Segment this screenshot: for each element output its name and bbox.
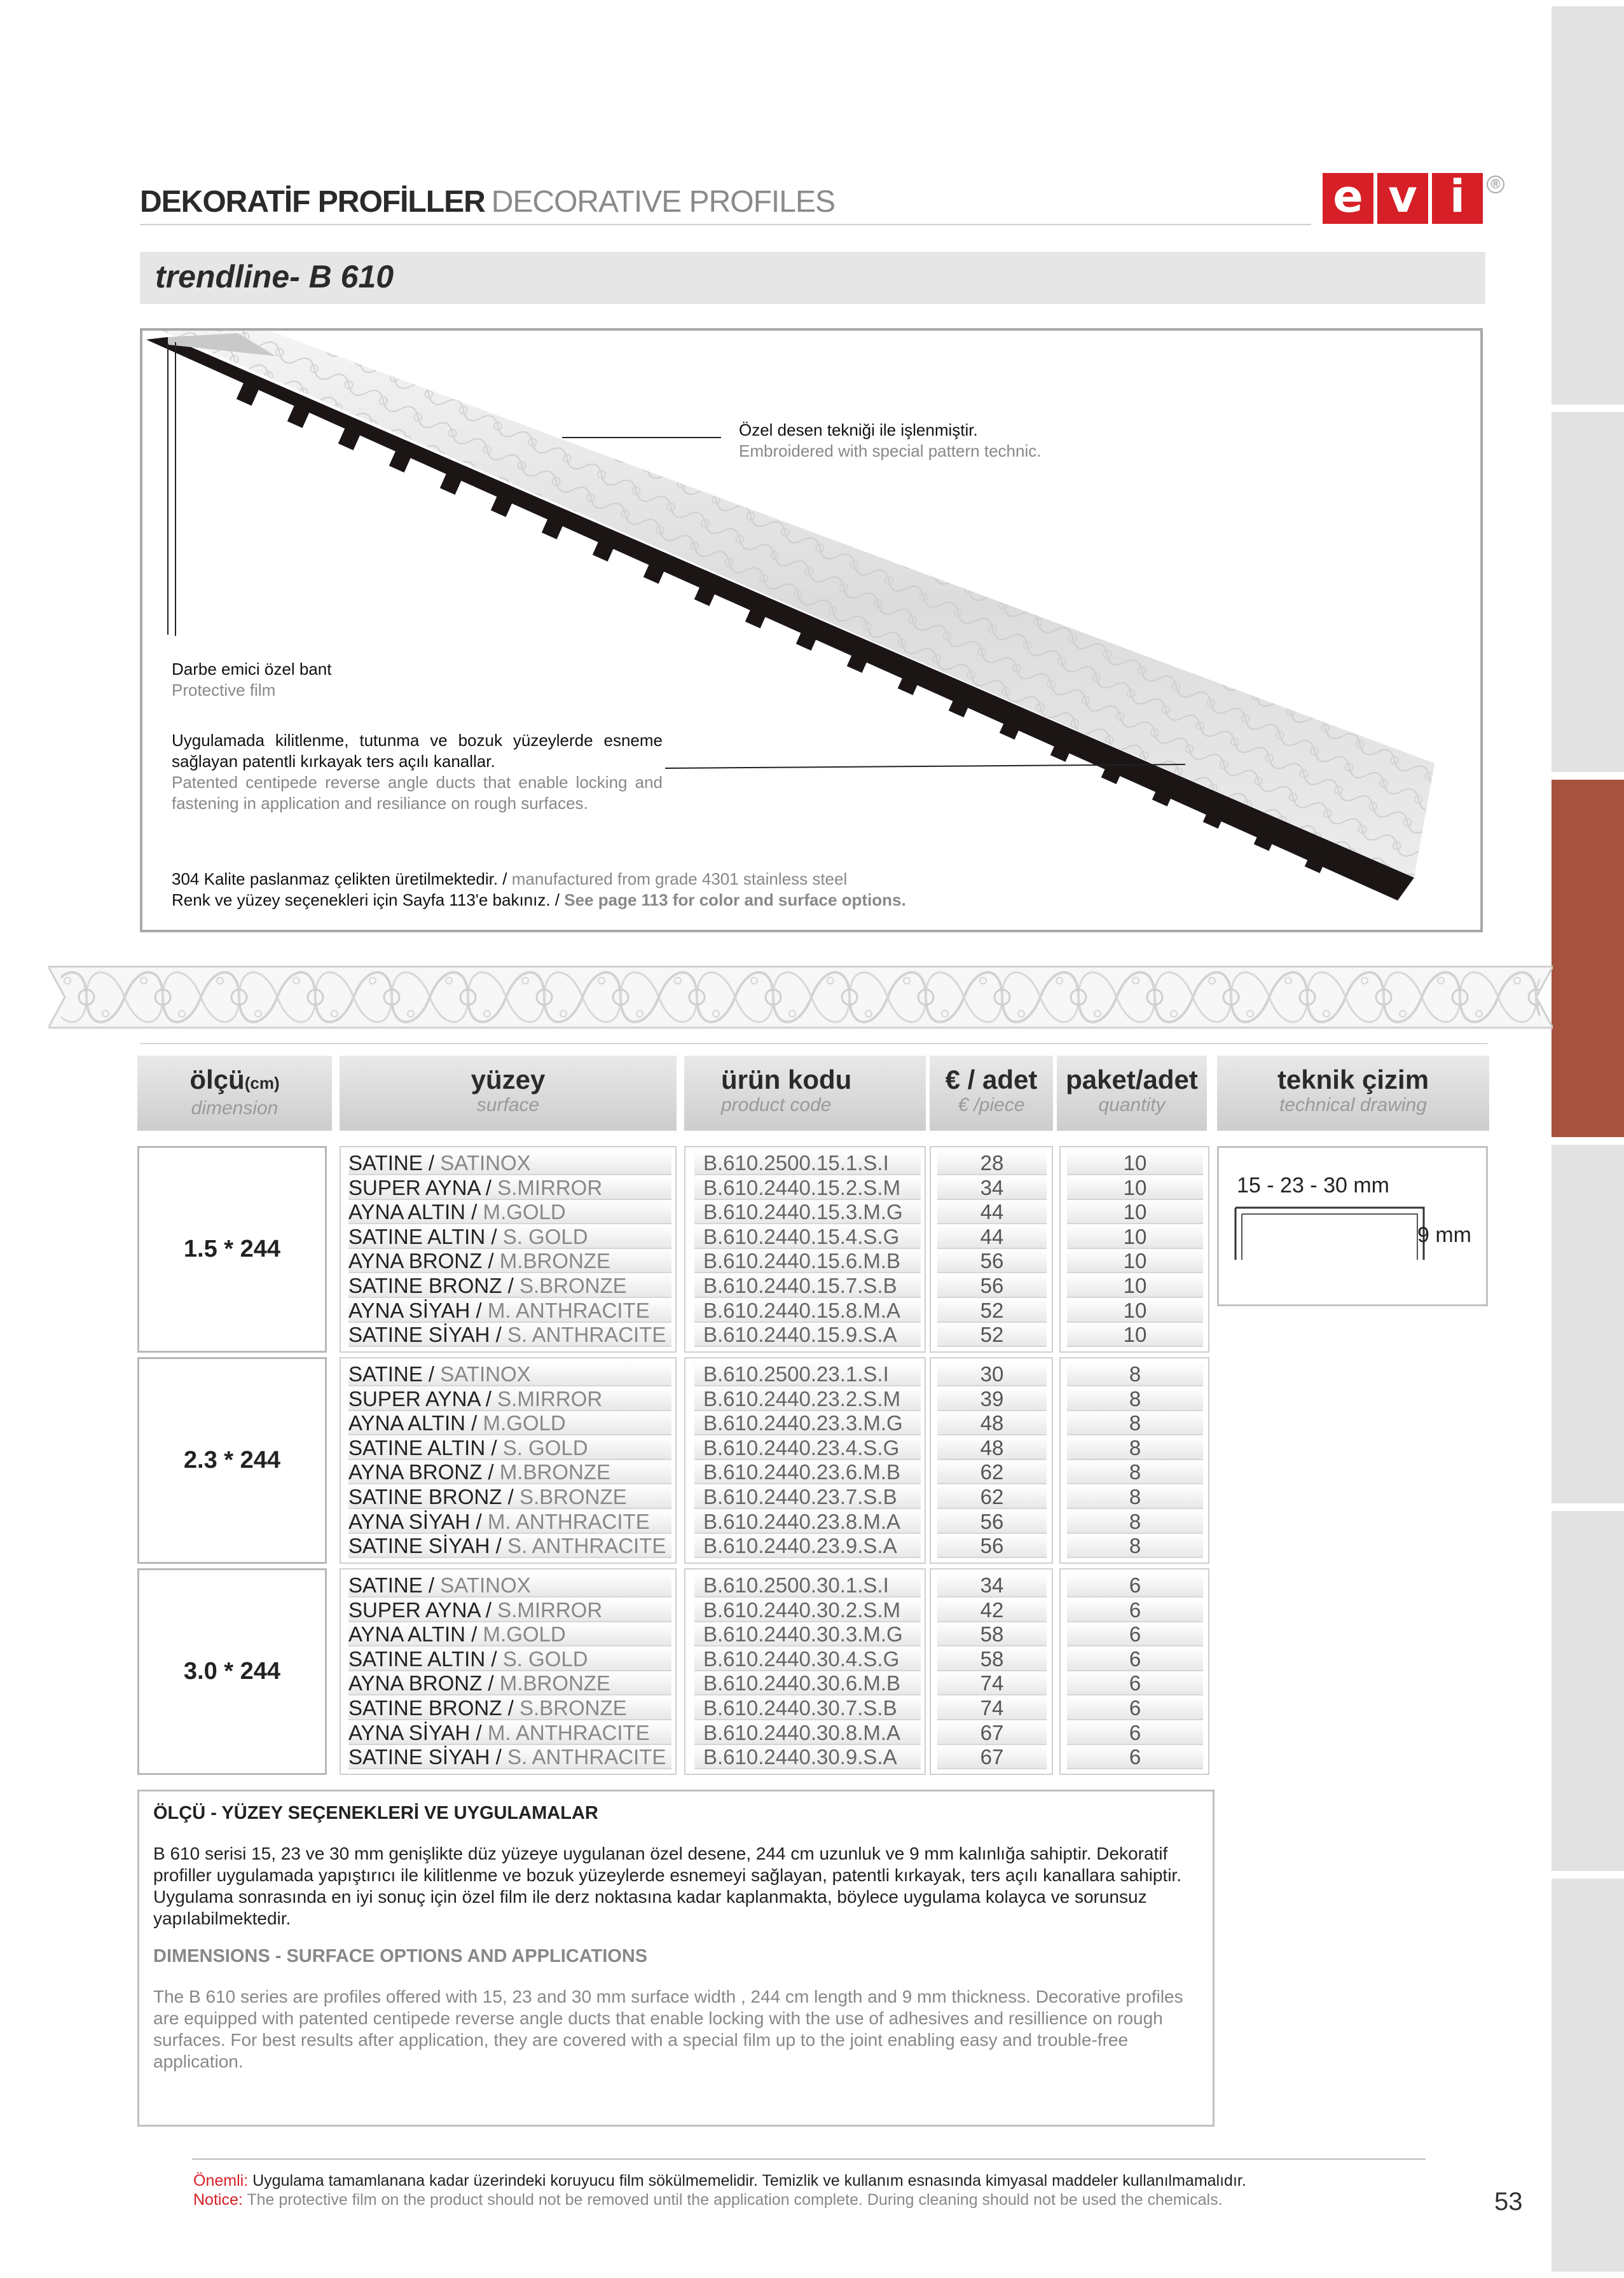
logo-letter-i: i: [1432, 173, 1483, 224]
code-cell: B.610.2440.23.4.S.G: [694, 1436, 921, 1460]
surface-cell: AYNA SİYAH / M. ANTHRACITE: [348, 1510, 671, 1534]
code-cell: B.610.2440.23.6.M.B: [694, 1460, 921, 1484]
code-cell: B.610.2440.30.6.M.B: [694, 1671, 921, 1695]
pack-cell: 10: [1067, 1225, 1203, 1249]
code-cell: B.610.2440.15.3.M.G: [694, 1200, 921, 1224]
surface-cell: AYNA ALTIN / M.GOLD: [348, 1622, 671, 1646]
surface-cell: SATINE BRONZ / S.BRONZE: [348, 1485, 671, 1509]
pack-cell: 8: [1067, 1387, 1203, 1411]
size-cell: 1.5 * 244: [137, 1146, 327, 1353]
surface-en: S.BRONZE: [519, 1274, 627, 1297]
pack-cell: 6: [1067, 1622, 1203, 1646]
surface-tr: SATINE: [348, 1151, 423, 1175]
page-number: 53: [1494, 2188, 1523, 2216]
surface-en: M.BRONZE: [499, 1460, 610, 1484]
price-cell: 52: [937, 1323, 1047, 1347]
pack-cell: 6: [1067, 1671, 1203, 1695]
side-tab-4[interactable]: [1552, 1145, 1624, 1503]
price-cell: 56: [937, 1534, 1047, 1558]
code-cell: B.610.2440.15.6.M.B: [694, 1249, 921, 1273]
price-cell: 34: [937, 1573, 1047, 1598]
surface-tr: AYNA SİYAH: [348, 1298, 471, 1322]
surface-en: S.BRONZE: [519, 1696, 627, 1720]
surface-cell: SATINE SİYAH / S. ANTHRACITE: [348, 1534, 671, 1558]
price-cell: 48: [937, 1436, 1047, 1460]
surface-en: M.GOLD: [483, 1200, 566, 1224]
surface-tr: AYNA BRONZ: [348, 1249, 483, 1273]
surface-tr: SATINE BRONZ: [348, 1485, 502, 1508]
surface-tr: SATINE ALTIN: [348, 1224, 486, 1248]
surface-tr: AYNA SİYAH: [348, 1720, 471, 1744]
pack-cell: 8: [1067, 1485, 1203, 1509]
technical-drawing: [1217, 1146, 1488, 1306]
side-tab-5[interactable]: [1552, 1511, 1624, 1871]
logo-letter-v: v: [1377, 173, 1428, 224]
evi-logo: [1323, 170, 1483, 224]
price-cell: 74: [937, 1696, 1047, 1720]
surface-en: S.MIRROR: [497, 1598, 603, 1622]
code-cell: B.610.2500.30.1.S.I: [694, 1573, 921, 1598]
pack-cell: 10: [1067, 1200, 1203, 1224]
code-cell: B.610.2440.23.8.M.A: [694, 1510, 921, 1534]
annotation-ducts: Uygulamada kilitlenme, tutunma ve bozuk yüzeylerde esneme sağlayan patentli kırkayak ters açılı kanallar. Patented centipede reverse angle ducts that enable locking and fastening in application and resiliance on rough surfaces.: [172, 731, 663, 813]
code-cell: B.610.2440.30.8.M.A: [694, 1721, 921, 1745]
surface-cell: SATINE ALTIN / S. GOLD: [348, 1647, 671, 1671]
col-header-surface: yüzey surface: [340, 1056, 677, 1131]
surface-en: S.BRONZE: [519, 1485, 627, 1508]
table-separator: [140, 1043, 1488, 1044]
price-cell: 56: [937, 1510, 1047, 1534]
surface-tr: SUPER AYNA: [348, 1175, 480, 1199]
surface-en: S.MIRROR: [497, 1175, 603, 1199]
surface-cell: SUPER AYNA / S.MIRROR: [348, 1387, 671, 1411]
surface-tr: AYNA BRONZ: [348, 1460, 483, 1484]
surface-cell: AYNA BRONZ / M.BRONZE: [348, 1671, 671, 1695]
code-cell: B.610.2440.30.2.S.M: [694, 1598, 921, 1622]
code-cell: B.610.2440.30.3.M.G: [694, 1622, 921, 1646]
notice-tr: Önemli: Uygulama tamamlanana kadar üzerindeki koruyucu film sökülmemelidir. Temizlik ve kullanım esnasında kimyasal maddeler kullanılmamalıdır.: [193, 2172, 1246, 2190]
code-cell: B.610.2440.23.3.M.G: [694, 1411, 921, 1435]
price-cell: 62: [937, 1460, 1047, 1484]
surface-en: SATINOX: [440, 1151, 531, 1175]
surface-en: S.MIRROR: [497, 1386, 603, 1411]
pack-cell: 10: [1067, 1151, 1203, 1175]
code-cell: B.610.2440.30.7.S.B: [694, 1696, 921, 1720]
pack-cell: 10: [1067, 1323, 1203, 1347]
registered-mark: ®: [1487, 176, 1504, 193]
surface-en: SATINOX: [440, 1362, 531, 1386]
surface-tr: SATINE BRONZ: [348, 1696, 502, 1720]
description-heading-en: DIMENSIONS - SURFACE OPTIONS AND APPLICATIONS: [153, 1946, 648, 1966]
code-cell: B.610.2440.15.4.S.G: [694, 1225, 921, 1249]
surface-en: SATINOX: [440, 1573, 531, 1597]
surface-tr: SATINE SİYAH: [348, 1323, 490, 1347]
size-cell: 2.3 * 244: [137, 1357, 327, 1564]
notice-en: Notice: The protective film on the product should not be removed until the application complete. During cleaning should not be used the chemicals.: [193, 2191, 1223, 2209]
size-cell: 3.0 * 244: [137, 1568, 327, 1775]
price-cell: 42: [937, 1598, 1047, 1622]
surface-cell: AYNA SİYAH / M. ANTHRACITE: [348, 1299, 671, 1323]
pack-cell: 8: [1067, 1534, 1203, 1558]
surface-cell: AYNA ALTIN / M.GOLD: [348, 1411, 671, 1435]
code-cell: B.610.2440.23.2.S.M: [694, 1387, 921, 1411]
surface-tr: AYNA BRONZ: [348, 1671, 483, 1695]
surface-tr: AYNA ALTIN: [348, 1200, 466, 1224]
surface-cell: AYNA BRONZ / M.BRONZE: [348, 1249, 671, 1273]
page-title-tr: DEKORATİF PROFİLLER: [140, 185, 485, 219]
price-cell: 58: [937, 1622, 1047, 1646]
col-header-size: ölçü(cm) dimension: [137, 1056, 332, 1131]
code-cell: B.610.2440.23.7.S.B: [694, 1485, 921, 1509]
pack-cell: 6: [1067, 1721, 1203, 1745]
page-title-en: DECORATIVE PROFILES: [491, 185, 835, 219]
pack-cell: 10: [1067, 1176, 1203, 1200]
surface-tr: SATINE ALTIN: [348, 1435, 486, 1460]
surface-en: M.GOLD: [483, 1622, 566, 1646]
annotation-material: 304 Kalite paslanmaz çelikten üretilmektedir. / manufactured from grade 4301 stainless steel Renk ve yüzey seçenekleri için Sayfa 113'e bakınız. / See page 113 for color and surface options.: [172, 869, 906, 909]
surface-tr: SATINE SİYAH: [348, 1745, 490, 1769]
col-header-code: ürün kodu product code: [684, 1056, 926, 1131]
price-cell: 67: [937, 1745, 1047, 1769]
code-cell: B.610.2500.15.1.S.I: [694, 1151, 921, 1175]
surface-tr: SATINE ALTIN: [348, 1646, 486, 1671]
drawing-height-label: 9 mm: [1417, 1223, 1471, 1247]
description-box: [137, 1790, 1215, 2127]
surface-cell: SATINE / SATINOX: [348, 1151, 671, 1175]
surface-tr: SUPER AYNA: [348, 1386, 480, 1411]
product-subtitle: trendline- B 610: [155, 259, 394, 294]
price-cell: 56: [937, 1249, 1047, 1273]
code-cell: B.610.2440.30.4.S.G: [694, 1647, 921, 1671]
surface-tr: AYNA ALTIN: [348, 1622, 466, 1646]
surface-en: S. ANTHRACITE: [507, 1323, 666, 1347]
price-cell: 74: [937, 1671, 1047, 1695]
surface-cell: AYNA SİYAH / M. ANTHRACITE: [348, 1721, 671, 1745]
surface-en: M. ANTHRACITE: [487, 1720, 650, 1744]
pack-cell: 6: [1067, 1696, 1203, 1720]
price-cell: 67: [937, 1721, 1047, 1745]
logo-letter-e: e: [1323, 173, 1373, 224]
surface-tr: SUPER AYNA: [348, 1598, 480, 1622]
pack-cell: 6: [1067, 1745, 1203, 1769]
surface-tr: SATINE: [348, 1573, 423, 1597]
surface-cell: AYNA ALTIN / M.GOLD: [348, 1200, 671, 1224]
side-tab-active[interactable]: [1552, 780, 1624, 1137]
surface-tr: SATINE: [348, 1362, 423, 1386]
surface-cell: SATINE SİYAH / S. ANTHRACITE: [348, 1745, 671, 1769]
price-cell: 44: [937, 1225, 1047, 1249]
surface-tr: AYNA ALTIN: [348, 1411, 466, 1435]
surface-cell: AYNA BRONZ / M.BRONZE: [348, 1460, 671, 1484]
code-cell: B.610.2440.30.9.S.A: [694, 1745, 921, 1769]
code-cell: B.610.2440.15.9.S.A: [694, 1323, 921, 1347]
product-image-frame: [140, 328, 1483, 932]
surface-tr: AYNA SİYAH: [348, 1509, 471, 1533]
price-cell: 56: [937, 1274, 1047, 1298]
price-cell: 28: [937, 1151, 1047, 1175]
surface-cell: SATINE ALTIN / S. GOLD: [348, 1225, 671, 1249]
price-cell: 52: [937, 1299, 1047, 1323]
surface-en: M. ANTHRACITE: [487, 1298, 650, 1322]
header-divider: [140, 224, 1311, 225]
surface-en: S. ANTHRACITE: [507, 1534, 666, 1558]
description-body-tr: B 610 serisi 15, 23 ve 30 mm genişlikte düz yüzeye uygulanan özel desene, 244 cm uzunluk ve 9 mm kalınlığa sahiptir. Dekoratif profiller uygulamada yapıştırıcı ile kilitlenme ve bozuk yüzeylerde esnemeyi sağlayan, patentli kırkayak, ters açılı kanallara sahiptir. Uygulama sonrasında en iyi sonuç için özel film ile derz noktasına kadar kaplanmakta, böylece uygulama kolayca ve sorunsuz yapılabilmektedir.: [153, 1844, 1181, 1928]
surface-cell: SATINE ALTIN / S. GOLD: [348, 1436, 671, 1460]
price-cell: 39: [937, 1387, 1047, 1411]
price-cell: 48: [937, 1411, 1047, 1435]
surface-en: S. GOLD: [502, 1224, 588, 1248]
annotation-pattern: Özel desen tekniği ile işlenmiştir. Embroidered with special pattern technic.: [739, 420, 1042, 460]
pack-cell: 8: [1067, 1460, 1203, 1484]
surface-cell: SATINE / SATINOX: [348, 1362, 671, 1386]
notice-divider: [192, 2158, 1426, 2160]
price-cell: 44: [937, 1200, 1047, 1224]
code-cell: B.610.2440.15.2.S.M: [694, 1176, 921, 1200]
surface-en: M.BRONZE: [499, 1671, 610, 1695]
drawing-width-label: 15 - 23 - 30 mm: [1237, 1173, 1389, 1198]
price-cell: 34: [937, 1176, 1047, 1200]
pack-cell: 6: [1067, 1598, 1203, 1622]
surface-en: M. ANTHRACITE: [487, 1509, 650, 1533]
col-header-drawing: teknik çizim technical drawing: [1217, 1056, 1489, 1131]
surface-en: S. GOLD: [502, 1646, 588, 1671]
code-cell: B.610.2500.23.1.S.I: [694, 1362, 921, 1386]
code-cell: B.610.2440.23.9.S.A: [694, 1534, 921, 1558]
surface-en: M.BRONZE: [499, 1249, 610, 1273]
col-header-price: € / adet € /piece: [930, 1056, 1053, 1131]
pack-cell: 8: [1067, 1436, 1203, 1460]
side-tab-6[interactable]: [1552, 1879, 1624, 2272]
surface-tr: SATINE SİYAH: [348, 1534, 490, 1558]
surface-cell: SATINE / SATINOX: [348, 1573, 671, 1598]
col-header-pack: paket/adet quantity: [1057, 1056, 1207, 1131]
pack-cell: 6: [1067, 1647, 1203, 1671]
pack-cell: 10: [1067, 1249, 1203, 1273]
surface-cell: SATINE BRONZ / S.BRONZE: [348, 1696, 671, 1720]
description-heading-tr: ÖLÇÜ - YÜZEY SEÇENEKLERİ VE UYGULAMALAR: [153, 1803, 598, 1823]
surface-cell: SUPER AYNA / S.MIRROR: [348, 1598, 671, 1622]
surface-en: S. GOLD: [502, 1435, 588, 1460]
surface-cell: SATINE SİYAH / S. ANTHRACITE: [348, 1323, 671, 1347]
surface-cell: SUPER AYNA / S.MIRROR: [348, 1176, 671, 1200]
price-cell: 30: [937, 1362, 1047, 1386]
code-cell: B.610.2440.15.7.S.B: [694, 1274, 921, 1298]
description-body-en: The B 610 series are profiles offered with 15, 23 and 30 mm surface width , 244 cm length and 9 mm thickness. Decorative profiles are equipped with patented centipede reverse angle ducts that enable locking with the use of adhesives and resillience on rough surfaces. For best results after application, they are covered with a special film up to the joint enabling easy and trouble-free application.: [153, 1987, 1183, 2071]
pack-cell: 8: [1067, 1411, 1203, 1435]
pack-cell: 8: [1067, 1362, 1203, 1386]
surface-tr: SATINE BRONZ: [348, 1274, 502, 1297]
annotation-film: Darbe emici özel bant Protective film: [172, 659, 332, 700]
pack-cell: 10: [1067, 1299, 1203, 1323]
side-tab-2[interactable]: [1552, 412, 1624, 772]
pack-cell: 10: [1067, 1274, 1203, 1298]
side-tab-1[interactable]: [1552, 6, 1624, 404]
pack-cell: 6: [1067, 1573, 1203, 1598]
surface-en: S. ANTHRACITE: [507, 1745, 666, 1769]
surface-cell: SATINE BRONZ / S.BRONZE: [348, 1274, 671, 1298]
price-cell: 58: [937, 1647, 1047, 1671]
surface-en: M.GOLD: [483, 1411, 566, 1435]
page-title: [140, 184, 835, 219]
pack-cell: 8: [1067, 1510, 1203, 1534]
ornament-band: [48, 958, 1553, 1037]
price-cell: 62: [937, 1485, 1047, 1509]
code-cell: B.610.2440.15.8.M.A: [694, 1299, 921, 1323]
